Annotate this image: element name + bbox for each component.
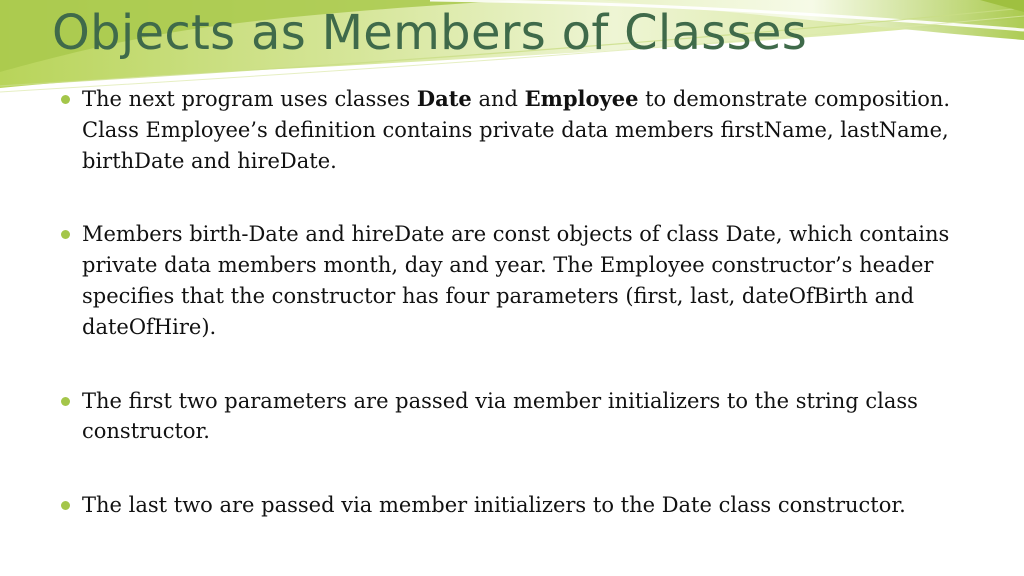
bullet-text: The next program uses classes (82, 87, 417, 111)
bullet-dot-icon (61, 230, 70, 239)
bullet-text: The last two are passed via member initializers to the Date class constructor. (82, 493, 906, 518)
slide-title: Objects as Members of Classes (52, 5, 808, 61)
bullet-text: The first two parameters are passed via member initializers to the string class constructor. (82, 388, 918, 444)
bullet-text: to demonstrate composition. Class Employee’s definition contains private data members firstName, lastName, birthDate and hireDate. (82, 87, 951, 173)
bullet-dot-icon (61, 397, 70, 406)
bullet-dot-icon (61, 95, 70, 104)
bullet-item (60, 84, 980, 176)
class-name-date: Date (416, 86, 472, 111)
bullet-item (60, 219, 980, 342)
bullet-item (60, 490, 980, 521)
bullet-dot-icon (61, 501, 70, 510)
bullet-text: and (471, 87, 525, 111)
bullet-list (60, 84, 980, 564)
bullet-item (60, 386, 980, 448)
bullet-text: Members birth-Date and hireDate are const objects of class Date, which contains private data members month, day and year. The Employee constructor’s header specifies that the constructor has four parameters (first, last, dateOfBirth and dateOfHire). (82, 222, 950, 339)
class-name-employee: Employee (524, 86, 639, 111)
